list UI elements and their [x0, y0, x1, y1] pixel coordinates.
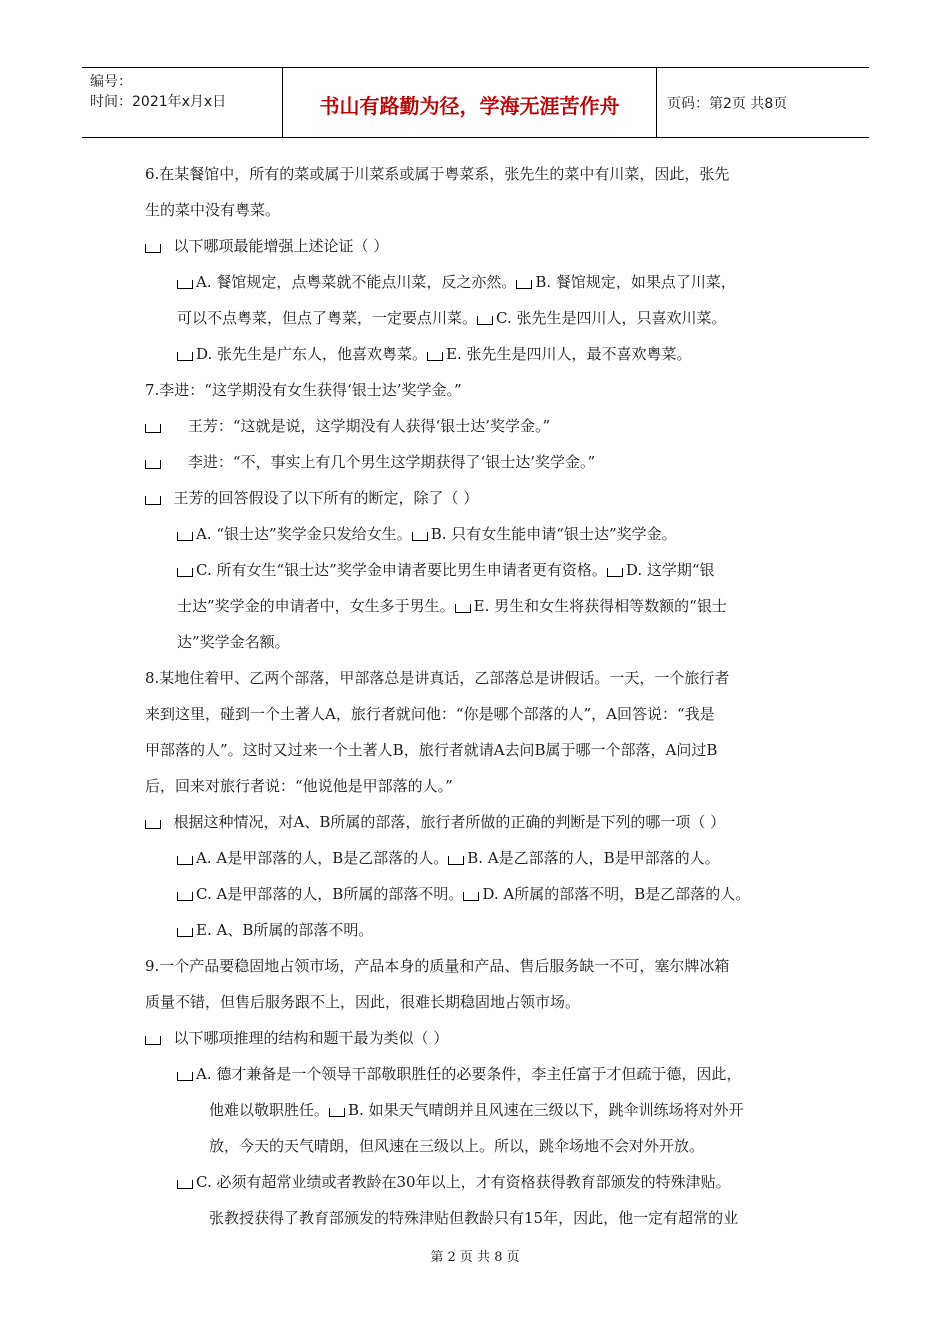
list-marker-icon	[177, 928, 193, 937]
text-line: 李进：“不，事实上有几个男生这学期获得了‘银士达’奖学金。”	[145, 452, 595, 472]
page-info: 页码：第2页 共8页	[667, 95, 788, 112]
header-table	[82, 67, 869, 138]
list-marker-icon	[177, 532, 193, 541]
text-line: 以下哪项推理的结构和题干最为类似（ ）	[145, 1028, 448, 1048]
text-line: 放，今天的天气晴朗，但风速在三级以上。所以，跳伞场地不会对外开放。	[209, 1137, 705, 1155]
text-line: 王芳：“这就是说，这学期没有人获得‘银士达’奖学金。”	[145, 416, 550, 436]
list-marker-icon	[427, 352, 443, 361]
list-marker-icon	[477, 316, 493, 325]
text-line: 王芳的回答假设了以下所有的断定，除了（ ）	[145, 488, 478, 508]
text-line: 达”奖学金名额。	[177, 633, 290, 651]
text-line: 6.在某餐馆中，所有的菜或属于川菜系或属于粤菜系，张先生的菜中有川菜，因此，张先	[145, 165, 730, 183]
list-marker-icon	[177, 280, 193, 289]
list-marker-icon	[448, 856, 464, 865]
text-line: D. 张先生是广东人，他喜欢粤菜。 E. 张先生是四川人，最不喜欢粤菜。	[177, 344, 692, 364]
list-marker-icon	[177, 856, 193, 865]
number-label: 编号：	[90, 74, 132, 90]
list-marker-icon	[145, 424, 161, 433]
text-line: 8.某地住着甲、乙两个部落，甲部落总是讲真话，乙部落总是讲假话。一天，一个旅行者	[145, 669, 730, 687]
text-line: C. 所有女生“银士达”奖学金申请者要比男生申请者更有资格。 D. 这学期“银	[177, 560, 715, 580]
text-line: 以下哪项最能增强上述论证（ ）	[145, 236, 388, 256]
text-line: 张教授获得了教育部颁发的特殊津贴但教龄只有15年，因此，他一定有超常的业	[209, 1209, 739, 1227]
list-marker-icon	[145, 496, 161, 505]
list-marker-icon	[145, 244, 161, 253]
list-marker-icon	[177, 1072, 193, 1081]
text-line: E. A、B所属的部落不明。	[177, 920, 373, 940]
text-line: 后，回来对旅行者说：“他说他是甲部落的人。”	[145, 777, 453, 795]
text-line: A. 德才兼备是一个领导干部敬职胜任的必要条件，李主任富于才但疏于德，因此，	[177, 1064, 741, 1084]
list-marker-icon	[177, 892, 193, 901]
header-left-cell	[82, 68, 283, 137]
list-marker-icon	[145, 1036, 161, 1045]
list-marker-icon	[145, 820, 161, 829]
text-line: 来到这里，碰到一个土著人A，旅行者就问他：“你是哪个部落的人”，A回答说：“我是	[145, 705, 715, 723]
page-footer: 第 2 页 共 8 页	[430, 1250, 520, 1265]
list-marker-icon	[455, 604, 471, 613]
text-line: 可以不点粤菜，但点了粤菜，一定要点川菜。 C. 张先生是四川人，只喜欢川菜。	[177, 309, 727, 327]
list-marker-icon	[177, 568, 193, 577]
text-line: 根据这种情况，对A、B所属的部落，旅行者所做的正确的判断是下列的哪一项（ ）	[145, 812, 725, 832]
text-line: 9.一个产品要稳固地占领市场，产品本身的质量和产品、售后服务缺一不可，塞尔牌冰箱	[145, 957, 730, 975]
text-line: 士达”奖学金的申请者中，女生多于男生。 E. 男生和女生将获得相等数额的“银士	[177, 597, 727, 615]
motto: 书山有路勤为径，学海无涯苦作舟	[283, 68, 657, 137]
list-marker-icon	[516, 280, 532, 289]
text-line: 生的菜中没有粤菜。	[145, 201, 281, 219]
date-label: 时间：2021年x月x日	[90, 94, 227, 110]
list-marker-icon	[177, 352, 193, 361]
list-marker-icon	[412, 532, 428, 541]
text-line: 质量不错，但售后服务跟不上，因此，很难长期稳固地占领市场。	[145, 993, 581, 1011]
text-line: 7.李进：“这学期没有女生获得‘银士达’奖学金。”	[145, 381, 462, 399]
text-line: C. A是甲部落的人，B所属的部落不明。 D. A所属的部落不明，B是乙部落的人。	[177, 884, 750, 904]
text-line: A. 餐馆规定，点粤菜就不能点川菜，反之亦然。 B. 餐馆规定，如果点了川菜，	[177, 272, 736, 292]
text-line: 他难以敬职胜任。 B. 如果天气晴朗并且风速在三级以下，跳伞训练场将对外开	[209, 1101, 744, 1119]
list-marker-icon	[145, 460, 161, 469]
list-marker-icon	[607, 568, 623, 577]
list-marker-icon	[329, 1108, 345, 1117]
list-marker-icon	[177, 1180, 193, 1189]
text-line: A. “银士达”奖学金只发给女生。 B. 只有女生能申请“银士达”奖学金。	[177, 524, 677, 544]
text-line: 甲部落的人”。这时又过来一个土著人B，旅行者就请A去问B属于哪一个部落，A问过B	[145, 741, 718, 759]
list-marker-icon	[463, 892, 479, 901]
text-line: C. 必须有超常业绩或者教龄在30年以上，才有资格获得教育部颁发的特殊津贴。	[177, 1172, 731, 1192]
text-line: A. A是甲部落的人，B是乙部落的人。 B. A是乙部落的人，B是甲部落的人。	[177, 848, 720, 868]
